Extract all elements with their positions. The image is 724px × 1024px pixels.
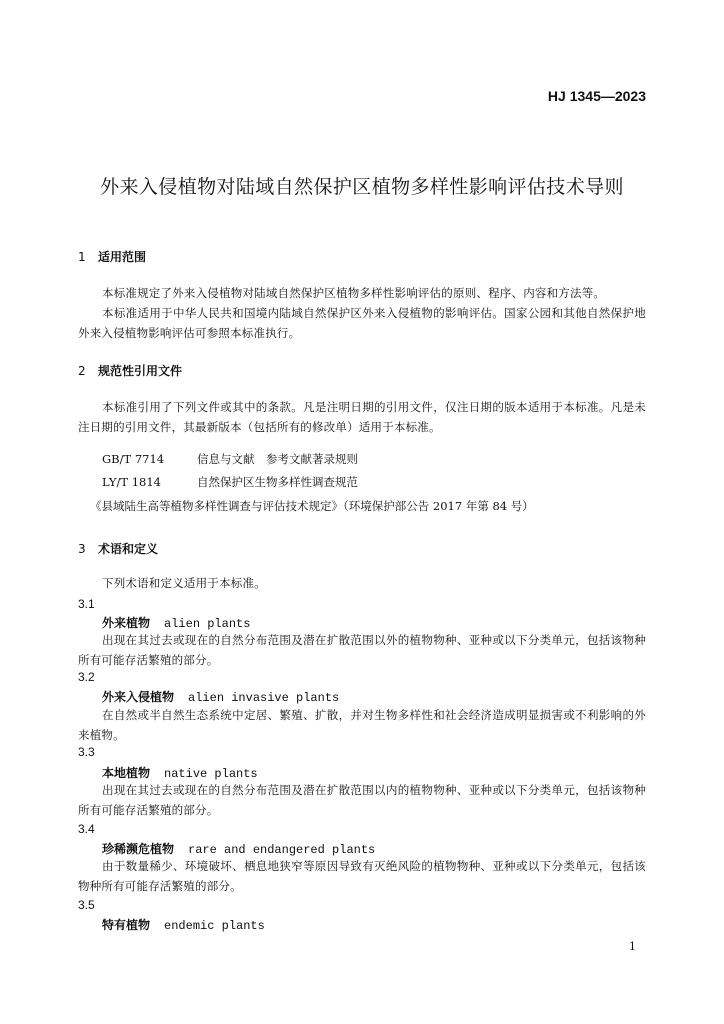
term-en: rare and endangered plants	[188, 843, 376, 857]
term-en: alien plants	[164, 617, 251, 631]
term-en: alien invasive plants	[188, 691, 340, 705]
section-number: 3	[78, 542, 86, 556]
section-3-heading	[78, 540, 158, 557]
reference-title: 自然保护区生物多样性调查规范	[197, 475, 358, 489]
section-title: 适用范围	[98, 250, 147, 264]
term-heading	[102, 614, 250, 631]
reference-code: LY/T 1814	[102, 475, 161, 489]
term-definition: 由于数量稀少、环境破坏、栖息地狭窄等原因导致有灭绝风险的植物物种、亚种或以下分类单元，包括该物种所有可能存活繁殖的部分。	[78, 859, 646, 893]
term-definition: 出现在其过去或现在的自然分布范围及潜在扩散范围以外的植物物种、亚种或以下分类单元，包括该物种所有可能存活繁殖的部分。	[78, 633, 646, 667]
reference-title: 信息与文献 参考文献著录规则	[197, 452, 358, 466]
paragraph: 下列术语和定义适用于本标准。	[102, 576, 266, 590]
term-zh: 外来入侵植物	[102, 690, 175, 704]
term-en: native plants	[164, 767, 258, 781]
reference-item	[102, 474, 358, 490]
reference-code: GB/T 7714	[102, 452, 165, 466]
section-title: 术语和定义	[98, 542, 159, 556]
term-definition: 在自然或半自然生态系统中定居、繁殖、扩散，并对生物多样性和社会经济造成明显损害或不利影响的外来植物。	[78, 708, 646, 742]
section-number: 1	[78, 250, 86, 264]
paragraph: 本标准规定了外来入侵植物对陆域自然保护区植物多样性影响评估的原则、程序、内容和方法等。	[102, 286, 606, 300]
reference-item	[102, 451, 358, 467]
page-title: 外来入侵植物对陆域自然保护区植物多样性影响评估技术导则	[100, 176, 624, 198]
term-definition: 出现在其过去或现在的自然分布范围及潜在扩散范围以内的植物物种、亚种或以下分类单元，包括该物种所有可能存活繁殖的部分。	[78, 783, 646, 817]
document-code: HJ 1345—2023	[547, 88, 646, 104]
paragraph: 本标准引用了下列文件或其中的条款。凡是注明日期的引用文件，仅注日期的版本适用于本标准。凡是未注日期的引用文件，其最新版本（包括所有的修改单）适用于本标准。	[78, 400, 646, 434]
section-2-heading	[78, 362, 182, 379]
term-heading	[102, 764, 258, 781]
term-en: endemic plants	[164, 919, 265, 933]
clause-number: 3.4	[78, 822, 95, 836]
section-number: 2	[78, 364, 86, 378]
term-zh: 特有植物	[102, 918, 151, 932]
term-zh: 珍稀濒危植物	[102, 842, 175, 856]
page-number: 1	[629, 940, 636, 953]
term-heading	[102, 840, 375, 857]
term-zh: 外来植物	[102, 616, 151, 630]
clause-number: 3.2	[78, 670, 95, 684]
reference-item: 《县域陆生高等植物多样性调查与评估技术规定》（环境保护部公告 2017 年第 84 号）	[90, 499, 534, 513]
paragraph: 本标准适用于中华人民共和国境内陆域自然保护区外来入侵植物的影响评估。国家公园和其他自然保护地外来入侵植物影响评估可参照本标准执行。	[78, 306, 646, 340]
term-heading	[102, 916, 265, 933]
clause-number: 3.1	[78, 597, 95, 611]
section-title: 规范性引用文件	[98, 364, 183, 378]
clause-number: 3.3	[78, 745, 95, 759]
section-1-heading	[78, 248, 146, 265]
term-zh: 本地植物	[102, 766, 151, 780]
term-heading	[102, 688, 339, 705]
clause-number: 3.5	[78, 898, 95, 912]
